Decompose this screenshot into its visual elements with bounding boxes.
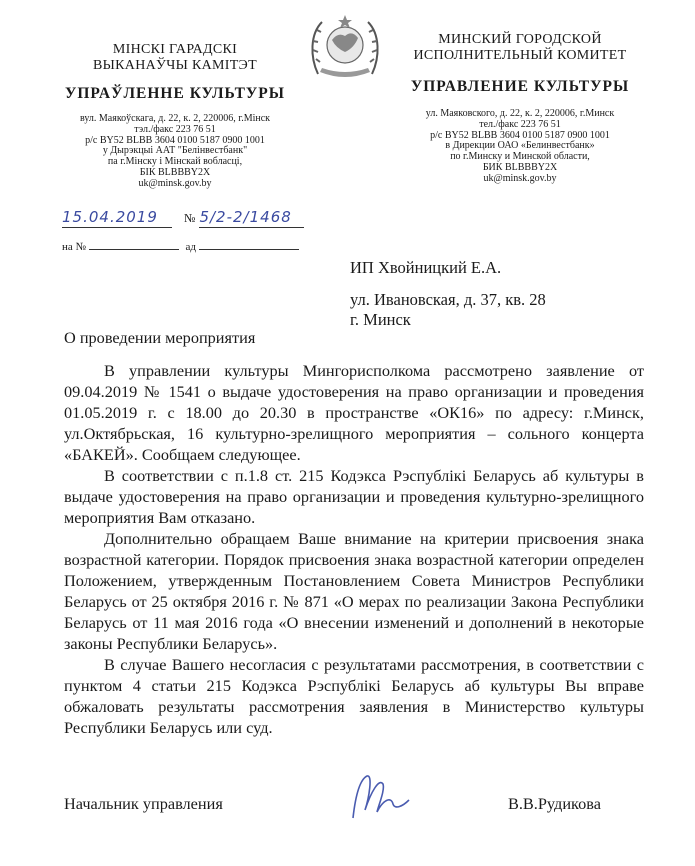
ref-prefix: на № <box>62 241 87 253</box>
address-line: по г.Минску и Минской области, <box>450 151 590 163</box>
address-line: БИК BLBBBY2X <box>482 161 558 173</box>
paragraph: В управлении культуры Мингорисполкома рассмотрено заявление от 09.04.2019 № 1541 о выдаче удостоверения на право организации и проведения 01.05.2019 г. с 18.00 до 20.30 в пространстве «ОК16» по адресу: г.Минск, ул.Октябрьская, 16 культурно-зрелищного мероприятия – сольного концерта «БАКЕЙ». Сообщаем следующее. <box>64 361 644 464</box>
address-block-ru <box>384 109 656 185</box>
letter-body <box>64 360 644 738</box>
dept-name-by: УПРАЎЛЕННЕ КУЛЬТУРЫ <box>65 85 285 102</box>
address-line: uk@minsk.gov.by <box>138 177 212 189</box>
registration-line <box>62 208 322 228</box>
org-name-ru-line1: МИНСКИЙ ГОРОДСКОЙ <box>438 32 602 47</box>
address-line: па г.Мінску і Мінскай вобласці, <box>107 156 243 168</box>
signer-name: В.В.Рудикова <box>508 794 601 813</box>
address-line: у Дырэкцыі ААТ "Белінвестбанк" <box>102 145 248 157</box>
state-emblem-icon <box>308 12 382 80</box>
header-left <box>40 42 310 190</box>
address-line: тел./факс 223 76 51 <box>479 118 561 130</box>
address-line: uk@minsk.gov.by <box>483 172 557 184</box>
paragraph: В соответствии с п.1.8 ст. 215 Кодэкса Рэспублікі Беларусь аб культуры в выдаче удостоверения на право организации и проведения культурно-зрелищного мероприятия Вам отказано. <box>64 466 644 527</box>
paragraph: В случае Вашего несогласия с результатами рассмотрения, в соответствии с пунктом 4 статьи 215 Кодэкса Рэспублікі Беларусь аб культуры Вы вправе обжаловать результаты рассмотрения заявления в Министерство культуры Республики Беларусь или суд. <box>64 655 644 737</box>
org-name-by-line2: ВЫКАНАЎЧЫ КАМІТЭТ <box>93 58 257 73</box>
recipient-street: ул. Ивановская, д. 37, кв. 28 <box>350 290 546 309</box>
address-line: ул. Маяковского, д. 22, к. 2, 220006, г.Минск <box>425 108 615 119</box>
recipient-city: г. Минск <box>350 310 411 329</box>
registration-number: 5/2-2/1468 <box>199 208 292 226</box>
number-sign: № <box>184 211 196 225</box>
address-block-by <box>40 114 310 190</box>
dept-name-ru: УПРАВЛЕНИЕ КУЛЬТУРЫ <box>410 78 630 95</box>
address-line: р/с BY52 BLBB 3604 0100 5187 0900 1001 <box>430 129 610 141</box>
signature-position: Начальник управления <box>64 794 223 813</box>
handwritten-signature-icon <box>345 770 415 824</box>
ref-mid: ад <box>185 241 196 253</box>
address-line: вул. Маякоўскага, д. 22, к. 2, 220006, г.Мінск <box>79 113 271 124</box>
subject-line: О проведении мероприятия <box>64 328 256 347</box>
address-line: тэл./факс 223 76 51 <box>134 123 216 135</box>
address-line: р/с BY52 BLBB 3604 0100 5187 0900 1001 <box>85 134 265 146</box>
header-right <box>384 32 656 185</box>
paragraph: Дополнительно обращаем Ваше внимание на критерии присвоения знака возрастной категории. Порядок присвоения знака возрастной категории определен Положением, утвержденным Постановлением Совета Министров Республики Беларусь от 25 октября 2016 г. № 871 «О мерах по реализации Закона Республики Беларусь от 11 мая 2016 года «О внесении изменений и дополнений в некоторые законы Республики Беларусь». <box>64 529 644 653</box>
address-line: БІК BLBBBY2X <box>139 166 211 178</box>
address-line: в Дирекции ОАО «Белинвестбанк» <box>445 140 595 152</box>
recipient-name: ИП Хвойницкий Е.А. <box>350 258 502 277</box>
reference-line <box>62 241 299 253</box>
registration-date: 15.04.2019 <box>62 208 158 226</box>
org-name-ru-line2: ИСПОЛНИТЕЛЬНЫЙ КОМИТЕТ <box>413 48 627 63</box>
org-name-by-line1: МІНСКІ ГАРАДСКІ <box>112 42 238 57</box>
